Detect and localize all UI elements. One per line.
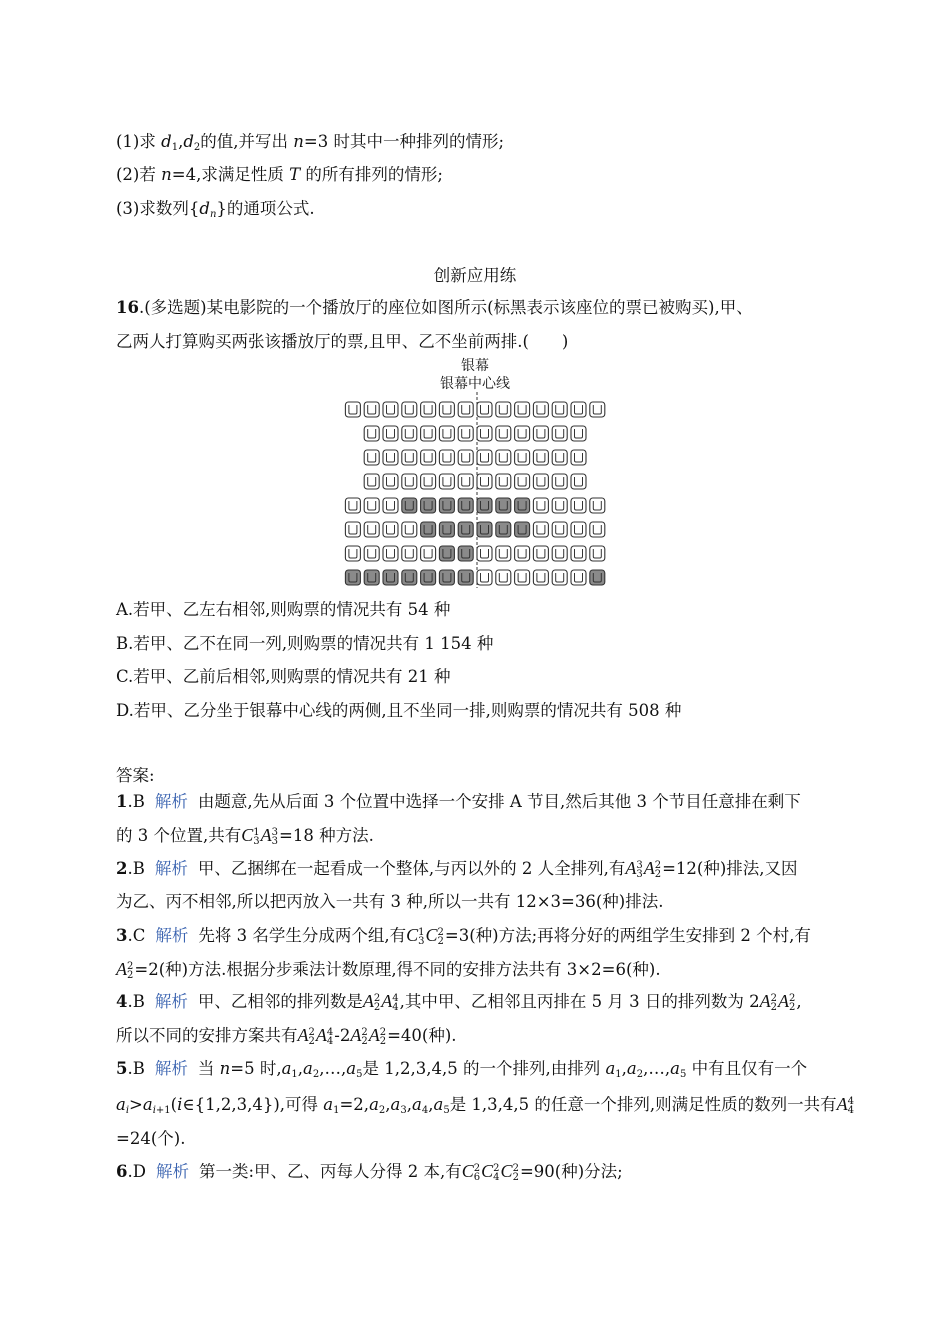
seat-available <box>477 474 492 489</box>
seat-available <box>533 426 548 441</box>
seat-available <box>590 498 605 513</box>
seat-available <box>571 426 586 441</box>
option-d: D.若甲、乙分坐于银幕中心线的两侧,且不坐同一排,则购票的情况共有 508 种 <box>116 701 682 720</box>
answer-3-line1: 3.C 解析 先将 3 名学生分成两个组,有C 1 3 C 2 2 =3(种)方法;再将分好的两组学生安排到 2 个村,有 <box>116 925 811 947</box>
seat-available <box>571 402 586 417</box>
seat-available <box>439 474 454 489</box>
seat-sold <box>421 522 436 537</box>
seat-sold <box>458 546 473 561</box>
seat-available <box>421 426 436 441</box>
seat-available <box>515 546 530 561</box>
seat-available <box>364 546 379 561</box>
answer-1-line2: 的 3 个位置,共有C 1 3 A 3 3 =18 种方法. <box>116 825 374 847</box>
answer-2-line2: 为乙、丙不相邻,所以把丙放入一共有 3 种,所以一共有 12×3=36(种)排法. <box>116 892 664 911</box>
seat-available <box>590 522 605 537</box>
seat-available <box>383 546 398 561</box>
seat-sold <box>439 522 454 537</box>
seat-sold <box>402 498 417 513</box>
seat-available <box>496 474 511 489</box>
screen-label: 银幕 <box>461 358 489 374</box>
seat-available <box>477 426 492 441</box>
answer-4-line1: 4.B 解析 甲、乙相邻的排列数是A 2 2 A 4 4 ,其中甲、乙相邻且丙排在 5 月 3 日的排列数为 2A 2 2 A 2 2 , <box>116 991 802 1013</box>
seat-available <box>383 498 398 513</box>
answer-2-line1: 2.B 解析 甲、乙捆绑在一起看成一个整体,与丙以外的 2 人全排列,有A 3 3 A 2 2 =12(种)排法,又因 <box>116 858 798 880</box>
seat-available <box>515 474 530 489</box>
seat-available <box>402 474 417 489</box>
seat-available <box>421 474 436 489</box>
seat-available <box>552 402 567 417</box>
seat-available <box>421 402 436 417</box>
seat-available <box>402 546 417 561</box>
answer-5-line2: $a_i>a_{i+1}(i\in\{1,2,3,4\})$,可得 $a_1=2,a_2,a_3,a_4,a_5$是 1,3,4,5 的任意一个排列,则满足性质的数列一共有A 4 4 <box>116 1094 855 1116</box>
seat-available <box>571 474 586 489</box>
seat-available <box>439 450 454 465</box>
seat-available <box>590 402 605 417</box>
seat-available <box>439 402 454 417</box>
seat-available <box>477 546 492 561</box>
seat-available <box>496 546 511 561</box>
seat-available <box>364 474 379 489</box>
seat-sold <box>458 498 473 513</box>
seat-sold <box>496 522 511 537</box>
seat-available <box>364 450 379 465</box>
seat-sold <box>477 498 492 513</box>
seat-available <box>345 546 360 561</box>
seat-sold <box>515 498 530 513</box>
seat-available <box>402 426 417 441</box>
seat-available <box>571 498 586 513</box>
seat-available <box>533 522 548 537</box>
seat-available <box>552 522 567 537</box>
seat-sold <box>458 522 473 537</box>
seat-available <box>477 570 492 585</box>
seat-available <box>571 570 586 585</box>
seat-available <box>383 402 398 417</box>
seat-sold <box>496 498 511 513</box>
seat-available <box>402 450 417 465</box>
seat-sold <box>477 522 492 537</box>
seat-available <box>552 498 567 513</box>
seat-available <box>496 450 511 465</box>
answer-1-line1: 1.B 解析 由题意,先从后面 3 个位置中选择一个安排 A 节目,然后其他 3 个节目任意排在剩下 <box>116 792 801 811</box>
seat-available <box>552 426 567 441</box>
seat-available <box>533 570 548 585</box>
seat-available <box>571 450 586 465</box>
q16-stem-line1: 16.(多选题)某电影院的一个播放厅的座位如图所示(标黑表示该座位的票已被购买),甲、 <box>116 298 753 317</box>
seat-sold <box>421 498 436 513</box>
answers-heading: 答案: <box>116 766 155 785</box>
seat-available <box>421 450 436 465</box>
option-c: C.若甲、乙前后相邻,则购票的情况共有 21 种 <box>116 667 451 686</box>
answer-6-line1: 6.D 解析 第一类:甲、乙、丙每人分得 2 本,有C 2 6 C 2 4 C 2 2 =90(种)分法; <box>116 1161 623 1183</box>
seat-available <box>533 498 548 513</box>
seat-available <box>552 450 567 465</box>
option-a: A.若甲、乙左右相邻,则购票的情况共有 54 种 <box>116 600 451 619</box>
seat-available <box>345 402 360 417</box>
seat-available <box>421 546 436 561</box>
seat-available <box>383 474 398 489</box>
seat-available <box>533 546 548 561</box>
seat-available <box>345 522 360 537</box>
q15-part3: (3)求数列$\{d_n\}$的通项公式. <box>116 199 315 220</box>
answer-3-line2: A 2 2 =2(种)方法.根据分步乘法计数原理,得不同的安排方法共有 3×2=6(种). <box>116 959 661 981</box>
seat-sold <box>421 570 436 585</box>
seat-available <box>533 402 548 417</box>
seat-available <box>345 498 360 513</box>
seat-available <box>552 474 567 489</box>
q15-part2: (2)若 n=4,求满足性质 T 的所有排列的情形; <box>116 165 443 184</box>
seat-available <box>515 570 530 585</box>
answer-5-line1: 5.B 解析 当 n=5 时$,a_1,a_2,\dots,a_5$是 1,2,3,4,5 的一个排列,由排列 $a_1,a_2,\dots,a_5$ 中有且仅有一个 <box>116 1059 808 1080</box>
seat-available <box>458 474 473 489</box>
seat-available <box>515 426 530 441</box>
seat-available <box>552 570 567 585</box>
seat-available <box>571 546 586 561</box>
seat-sold <box>439 498 454 513</box>
seat-sold <box>383 570 398 585</box>
seat-map <box>340 392 620 588</box>
seat-available <box>552 546 567 561</box>
seat-available <box>364 402 379 417</box>
seat-available <box>402 522 417 537</box>
answer-4-line2: 所以不同的安排方案共有A 2 2 A 4 4 -2A 2 2 A 2 2 =40(种). <box>116 1025 457 1047</box>
seat-available <box>458 402 473 417</box>
seat-available <box>590 546 605 561</box>
seat-sold <box>515 522 530 537</box>
seat-available <box>477 402 492 417</box>
center-line-label: 银幕中心线 <box>440 376 510 392</box>
q16-stem-line2: 乙两人打算购买两张该播放厅的票,且甲、乙不坐前两排.( ) <box>116 332 569 351</box>
seat-available <box>439 426 454 441</box>
seat-available <box>458 450 473 465</box>
seat-available <box>477 450 492 465</box>
seat-available <box>364 522 379 537</box>
seat-sold <box>402 570 417 585</box>
seat-available <box>515 402 530 417</box>
seat-available <box>571 522 586 537</box>
option-b: B.若甲、乙不在同一列,则购票的情况共有 1 154 种 <box>116 634 494 653</box>
seat-available <box>496 570 511 585</box>
seat-sold <box>439 546 454 561</box>
seat-available <box>533 450 548 465</box>
seat-available <box>533 474 548 489</box>
seat-sold <box>439 570 454 585</box>
q15-part1: (1)求 $d_1,d_2$的值,并写出 n=3 时其中一种排列的情形; <box>116 132 505 153</box>
seat-sold <box>458 570 473 585</box>
seat-available <box>458 426 473 441</box>
seat-available <box>364 498 379 513</box>
seat-sold <box>364 570 379 585</box>
answer-5-line3: =24(个). <box>116 1129 186 1148</box>
section-title: 创新应用练 <box>433 266 517 285</box>
seat-available <box>402 402 417 417</box>
seat-available <box>383 522 398 537</box>
seat-available <box>496 402 511 417</box>
seat-sold <box>345 570 360 585</box>
seat-available <box>496 426 511 441</box>
seat-available <box>383 426 398 441</box>
seat-available <box>383 450 398 465</box>
seat-available <box>515 450 530 465</box>
seat-available <box>364 426 379 441</box>
seat-sold <box>590 570 605 585</box>
